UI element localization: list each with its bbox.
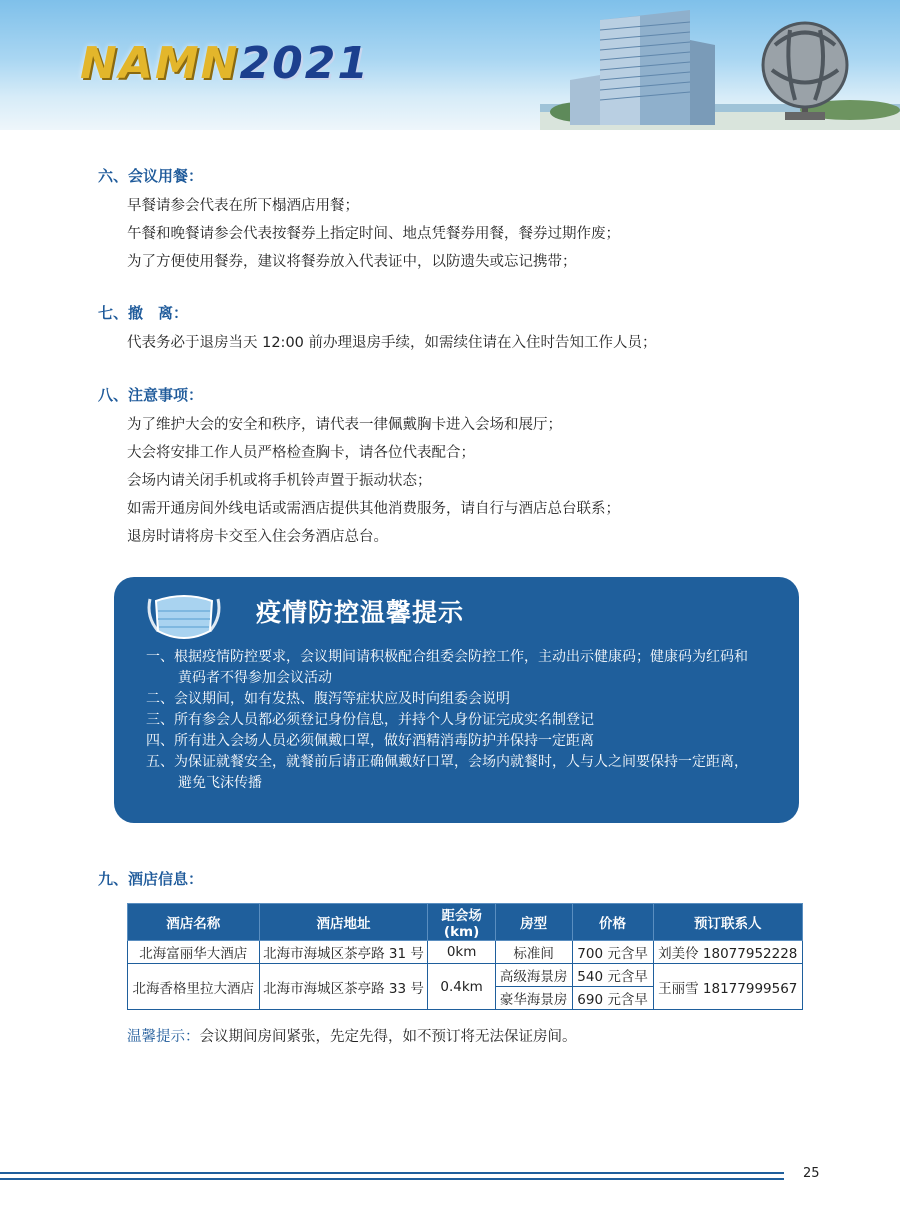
section-title: 八、注意事项： xyxy=(98,386,204,404)
footer-divider xyxy=(0,1172,784,1184)
hotel-distance: 0.4km xyxy=(428,964,495,1010)
notice-item: 五、为保证就餐安全，就餐前后请正确佩戴好口罩，会场内就餐时，人与人之间要保持一定距离，避免飞沫传播 xyxy=(146,754,748,791)
notice-item: 三、所有参会人员都必须登记身份信息，并持个人身份证完成实名制登记 xyxy=(146,712,594,728)
hotel-address: 北海市海城区茶亭路 31 号 xyxy=(259,941,428,964)
section-title: 九、酒店信息： xyxy=(98,870,204,888)
notice-item: 二、会议期间，如有发热、腹泻等症状应及时向组委会说明 xyxy=(146,691,510,707)
column-header: 预订联系人 xyxy=(653,904,802,941)
room-type: 豪华海景房 xyxy=(495,987,572,1010)
column-header: 酒店地址 xyxy=(259,904,428,941)
section-line: 代表务必于退房当天 12:00 前办理退房手续，如需续住请在入住时告知工作人员； xyxy=(127,335,657,351)
booking-tip xyxy=(127,1025,577,1046)
hotel-contact: 王丽雪 18177999567 xyxy=(653,964,802,1010)
room-type: 高级海景房 xyxy=(495,964,572,987)
section-hotels xyxy=(98,868,203,895)
column-header: 价格 xyxy=(572,904,653,941)
section-line: 午餐和晚餐请参会代表按餐券上指定时间、地点凭餐券用餐，餐券过期作废； xyxy=(127,226,620,242)
room-price: 700 元含早 xyxy=(572,941,653,964)
notice-item: 四、所有进入会场人员必须佩戴口罩，做好酒精消毒防护并保持一定距离 xyxy=(146,733,594,749)
tip-label: 温馨提示： xyxy=(127,1029,200,1045)
section-line: 为了方便使用餐券，建议将餐券放入代表证中，以防遗失或忘记携带； xyxy=(127,254,577,270)
table-row xyxy=(128,941,803,964)
hotel-name: 北海香格里拉大酒店 xyxy=(128,964,260,1010)
hotel-table xyxy=(127,903,803,1010)
section-title: 六、会议用餐： xyxy=(98,167,204,185)
section-title: 七、撤 离： xyxy=(98,304,189,322)
hotel-contact: 刘美伶 18077952228 xyxy=(653,941,802,964)
section-line: 退房时请将房卡交至入住会务酒店总台。 xyxy=(127,529,388,545)
room-type: 标准间 xyxy=(495,941,572,964)
hotel-and-sculpture-illustration xyxy=(540,0,900,130)
column-header: 酒店名称 xyxy=(128,904,260,941)
notice-item: 一、根据疫情防控要求，会议期间请积极配合组委会防控工作，主动出示健康码；健康码为红码和黄码者不得参加会议活动 xyxy=(146,649,748,686)
namn-logo xyxy=(80,38,370,89)
tip-text: 会议期间房间紧张，先定先得，如不预订将无法保证房间。 xyxy=(199,1029,577,1045)
room-price: 540 元含早 xyxy=(572,964,653,987)
epidemic-notice-box xyxy=(114,577,799,823)
column-header: 距会场 (km) xyxy=(428,904,495,941)
hotel-address: 北海市海城区茶亭路 33 号 xyxy=(259,964,428,1010)
hotel-name: 北海富丽华大酒店 xyxy=(128,941,260,964)
page-number: 25 xyxy=(803,1166,820,1181)
logo-year-text: 2021 xyxy=(239,38,370,89)
logo-main-text: NAMN xyxy=(80,38,240,89)
section-meals xyxy=(98,165,620,276)
table-header-row xyxy=(128,904,803,941)
section-notices xyxy=(98,384,620,551)
section-line: 大会将安排工作人员严格检查胸卡，请各位代表配合； xyxy=(127,445,475,461)
room-price: 690 元含早 xyxy=(572,987,653,1010)
section-line: 为了维护大会的安全和秩序，请代表一律佩戴胸卡进入会场和展厅； xyxy=(127,417,562,433)
section-line: 会场内请关闭手机或将手机铃声置于振动状态； xyxy=(127,473,432,489)
notice-title: 疫情防控温馨提示 xyxy=(256,598,465,627)
section-checkout xyxy=(98,302,657,357)
header-banner xyxy=(0,0,900,130)
column-header: 房型 xyxy=(495,904,572,941)
face-mask-icon xyxy=(144,587,224,649)
table-row xyxy=(128,964,803,987)
section-line: 早餐请参会代表在所下榻酒店用餐； xyxy=(127,198,359,214)
section-line: 如需开通房间外线电话或需酒店提供其他消费服务，请自行与酒店总台联系； xyxy=(127,501,620,517)
hotel-distance: 0km xyxy=(428,941,495,964)
notice-list xyxy=(146,647,756,794)
